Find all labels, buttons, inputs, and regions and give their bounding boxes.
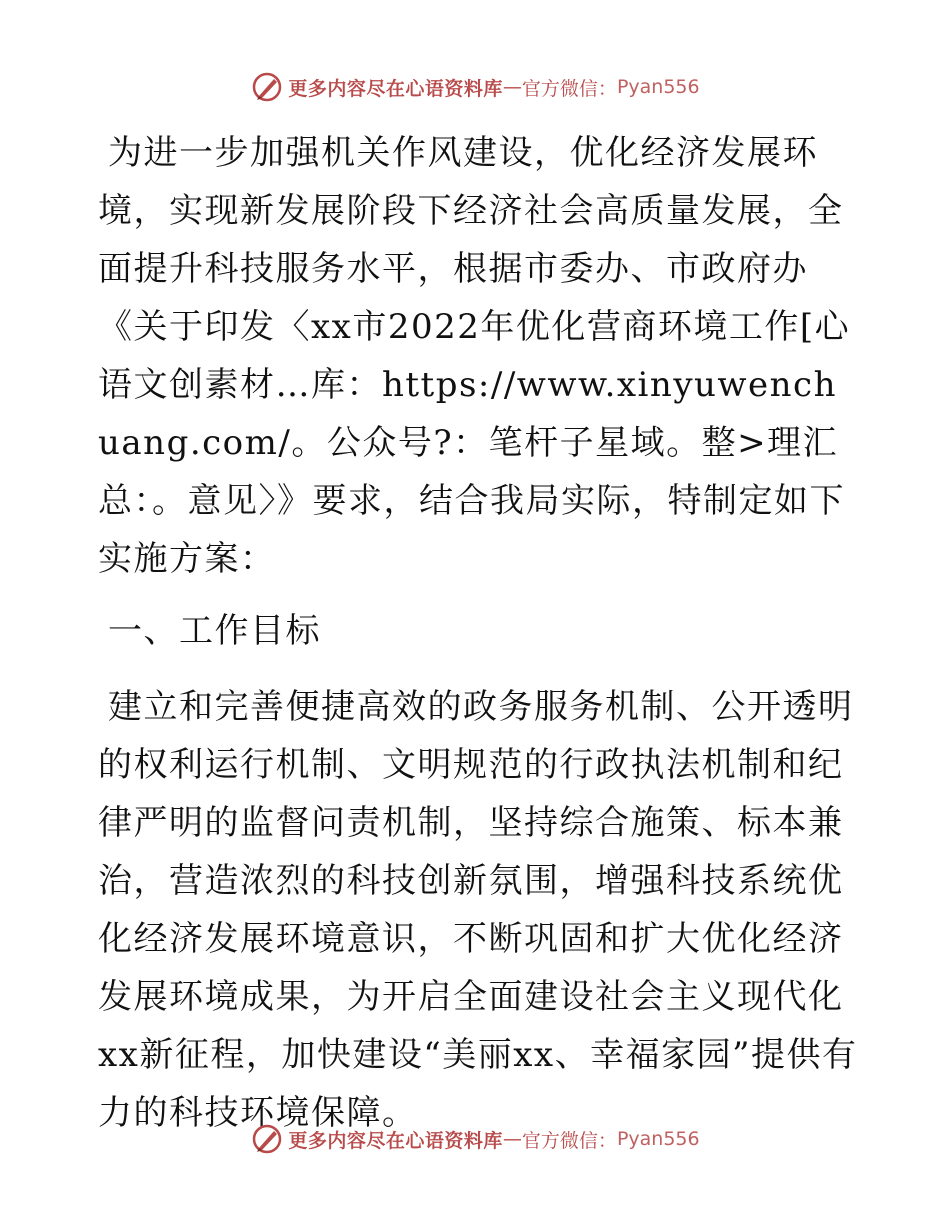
section-heading: 一、工作目标 (108, 611, 321, 651)
watermark-dash: — (502, 1128, 522, 1150)
watermark-main-text: 更多内容尽在心语资料库 (288, 77, 503, 100)
watermark-wechat-id: Pyan556 (616, 76, 700, 98)
header-watermark (0, 70, 950, 104)
watermark-sub-text: 官方微信： (521, 1129, 617, 1152)
paragraph-intro: 为进一步加强机关作风建设，优化经济发展环境，实现新发展阶段下经济社会高质量发展，全面提升科技服务水平，根据市委办、市政府办《关于印发〈xx市2022年优化营商环境工作[心语文创素材…库：https://www.xinyuwenchuang.com/。公众号?：笔杆子星域。整>理汇总：。意见〉》要求，结合我局实际，特制定如下实施方案： (98, 133, 851, 579)
pen-logo-icon (250, 70, 284, 104)
watermark-dash: — (502, 76, 522, 98)
watermark-wechat-id: Pyan556 (616, 1128, 700, 1150)
watermark-sub-text: 官方微信： (521, 77, 617, 100)
paragraph-goals: 建立和完善便捷高效的政务服务机制、公开透明的权利运行机制、文明规范的行政执法机制和纪律严明的监督问责机制，坚持综合施策、标本兼治，营造浓烈的科技创新氛围，增强科技系统优化经济发展环境意识，不断巩固和扩大优化经济发展环境成果，为开启全面建设社会主义现代化xx新征程，加快建设“美丽xx、幸福家园”提供有力的科技环境保障。 (98, 687, 858, 1133)
pen-logo-icon (250, 1122, 284, 1156)
footer-watermark (0, 1122, 950, 1156)
watermark-main-text: 更多内容尽在心语资料库 (288, 1129, 503, 1152)
document-body (98, 124, 858, 1142)
